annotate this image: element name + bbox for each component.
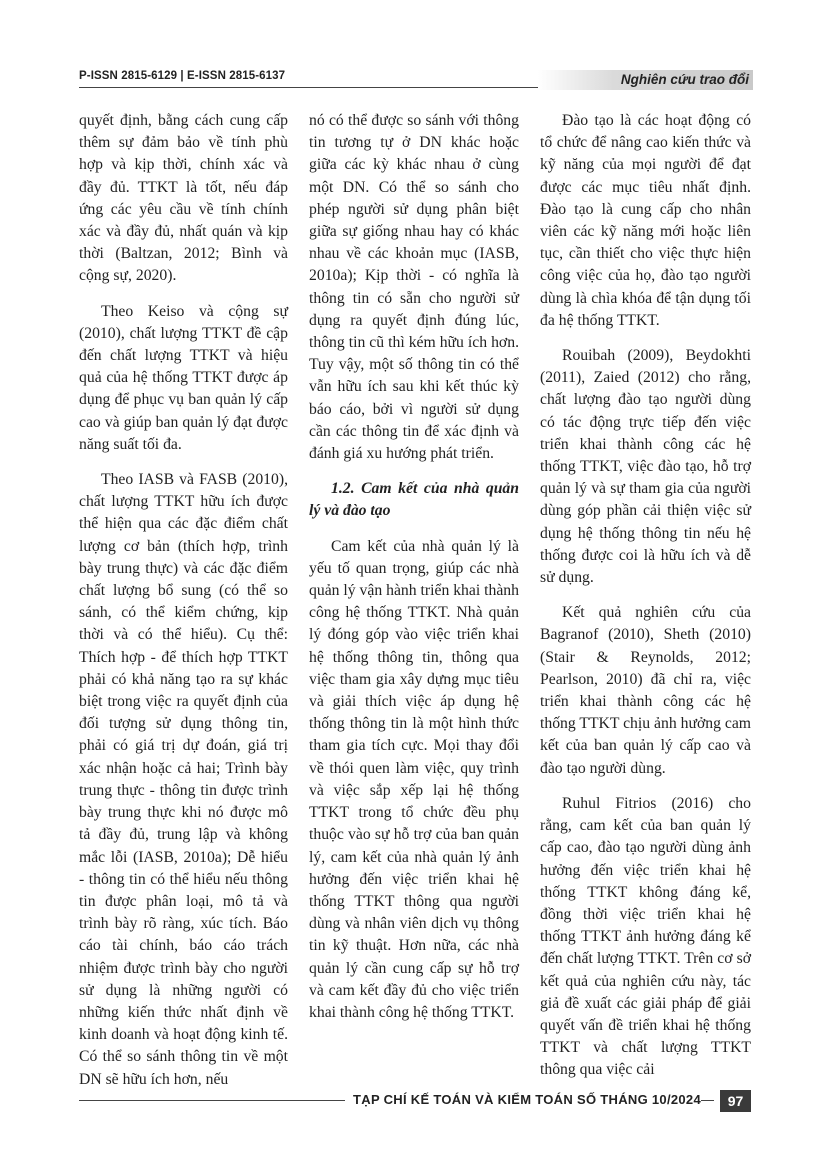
paragraph: Cam kết của nhà quản lý là yếu tố quan trọng, giúp các nhà quản lý vận hành triển khai thành công hệ thống TTKT. Nhà quản lý đóng góp vào việc triển khai hệ thống thông tin, thông qua việc tham gia xây dựng mục tiêu và giải thích việc áp dụng hệ thống thông tin là một hình thức tham gia tích cực. Mọi thay đổi về thói quen làm việc, quy trình và việc sắp xếp lại hệ thống TTKT trong tổ chức đều phụ thuộc vào sự hỗ trợ của ban quản lý, cam kết của nhà quản lý ảnh hưởng đến việc triển khai hệ thống TTKT thông qua người dùng và nhân viên dịch vụ thông tin kỹ thuật. Hơn nữa, các nhà quản lý cần cung cấp sự hỗ trợ và cam kết đầy đủ cho việc triển khai thành công hệ thống TTKT. <box>309 537 519 1021</box>
journal-footer: TẠP CHÍ KẾ TOÁN VÀ KIỂM TOÁN SỐ THÁNG 10/2024 <box>345 1092 701 1107</box>
column-3 <box>540 110 751 1095</box>
paragraph: Đào tạo là các hoạt động có tổ chức để nâng cao kiến thức và kỹ năng của mọi người để đạt được các mục tiêu nhất định. Đào tạo là cung cấp cho nhân viên các kỹ năng mới hoặc liên tục, cần thiết cho việc thực hiện công việc của họ, đào tạo người dùng là chìa khóa để tận dụng tối đa hệ thống TTKT. <box>540 112 751 329</box>
column-2 <box>309 110 519 1037</box>
paragraph: Ruhul Fitrios (2016) cho rằng, cam kết của ban quản lý cấp cao, đào tạo người dùng ảnh hưởng đến việc triển khai hệ thống TTKT không đáng kể, đồng thời việc triển khai hệ thống TTKT ảnh hưởng đáng kể đến chất lượng TTKT. Trên cơ sở kết quả của nghiên cứu này, tác giả đề xuất các giải pháp để giải quyết vấn đề triển khai hệ thống TTKT và chất lượng TTKT thông qua việc cải <box>540 794 751 1079</box>
header-rule <box>79 87 539 88</box>
section-title: Nghiên cứu trao đổi <box>620 72 749 87</box>
paragraph: quyết định, bằng cách cung cấp thêm sự đảm bảo về tính phù hợp và kịp thời, chính xác và đầy đủ. TTKT là tốt, nếu đáp ứng các yêu cầu về tính chính xác và đầy đủ, nhất quán và kịp thời (Baltzan, 2012; Bình và cộng sự, 2020). <box>79 112 288 285</box>
column-1 <box>79 110 288 1104</box>
paragraph: Rouibah (2009), Beydokhti (2011), Zaied (2012) cho rằng, chất lượng đào tạo người dùng có tác động trực tiếp đến việc triển khai thành công các hệ thống TTKT, việc đào tạo, hỗ trợ quản lý và sự tham gia của người dùng góp phần cải thiện việc sử dụng hệ thống thông tin nếu hệ thống được coi là hữu ích và dễ sử dụng. <box>540 347 751 587</box>
paragraph: nó có thể được so sánh với thông tin tương tự ở DN khác hoặc giữa các kỳ khác nhau ở cùng một DN. Có thể so sánh cho phép người sử dụng phân biệt giữa sự giống nhau hay có khác nhau về các khoản mục (IASB, 2010a); Kịp thời - có nghĩa là thông tin có sẵn cho người sử dụng ra quyết định đúng lúc, thông tin cũ thì kém hữu ích hơn. Tuy vậy, một số thông tin có thể vẫn hữu ích sau khi kết thúc kỳ báo cáo, bởi vì người sử dụng cần các thông tin để xác định và đánh giá xu hướng phát triển. <box>309 112 519 463</box>
paragraph: Kết quả nghiên cứu của Bagranof (2010), Sheth (2010) (Stair & Reynolds, 2012; Pearlson, 2010) đã chỉ ra, việc triển khai thành công các hệ thống TTKT chịu ảnh hưởng cam kết của ban quản lý cấp cao và đào tạo người dùng. <box>540 604 751 777</box>
paragraph: Theo IASB và FASB (2010), chất lượng TTKT hữu ích được thể hiện qua các đặc điểm chất lượng cơ bản (thích hợp, trình bày trung thực) và các đặc điểm chất lượng bổ sung (có thể so sánh, có thể kiểm chứng, kịp thời và có thể hiểu). Cụ thể: Thích hợp - để thích hợp TTKT phải có khả năng tạo ra sự khác biệt trong việc ra quyết định của đối tượng sử dụng thông tin, phải có giá trị dự đoán, giá trị xác nhận hoặc cả hai; Trình bày trung thực - thông tin được trình bày trung thực khi nó được mô tả đầy đủ, trung lập và không mắc lỗi (IASB, 2010a); Dễ hiểu - thông tin có thể hiểu nếu thông tin được phân loại, mô tả và trình bày rõ ràng, xúc tích. Báo cáo tài chính, báo cáo trách nhiệm được trình bày cho người sử dụng là những người có những kiến thức nhất định về kinh doanh và hoạt động kinh tế. Có thể so sánh thông tin về một DN sẽ hữu ích hơn, nếu <box>79 471 288 1088</box>
issn-header: P-ISSN 2815-6129 | E-ISSN 2815-6137 <box>79 70 286 82</box>
paragraph: Theo Keiso và cộng sự (2010), chất lượng TTKT đề cập đến chất lượng TTKT và hiệu quả của hệ thống TTKT được áp dụng để phục vụ ban quản lý cấp cao và giúp ban quản lý đạt được năng suất tối đa. <box>79 302 288 453</box>
section-heading: 1.2. Cam kết của nhà quản lý và đào tạo <box>309 480 519 520</box>
page-number: 97 <box>720 1090 751 1112</box>
